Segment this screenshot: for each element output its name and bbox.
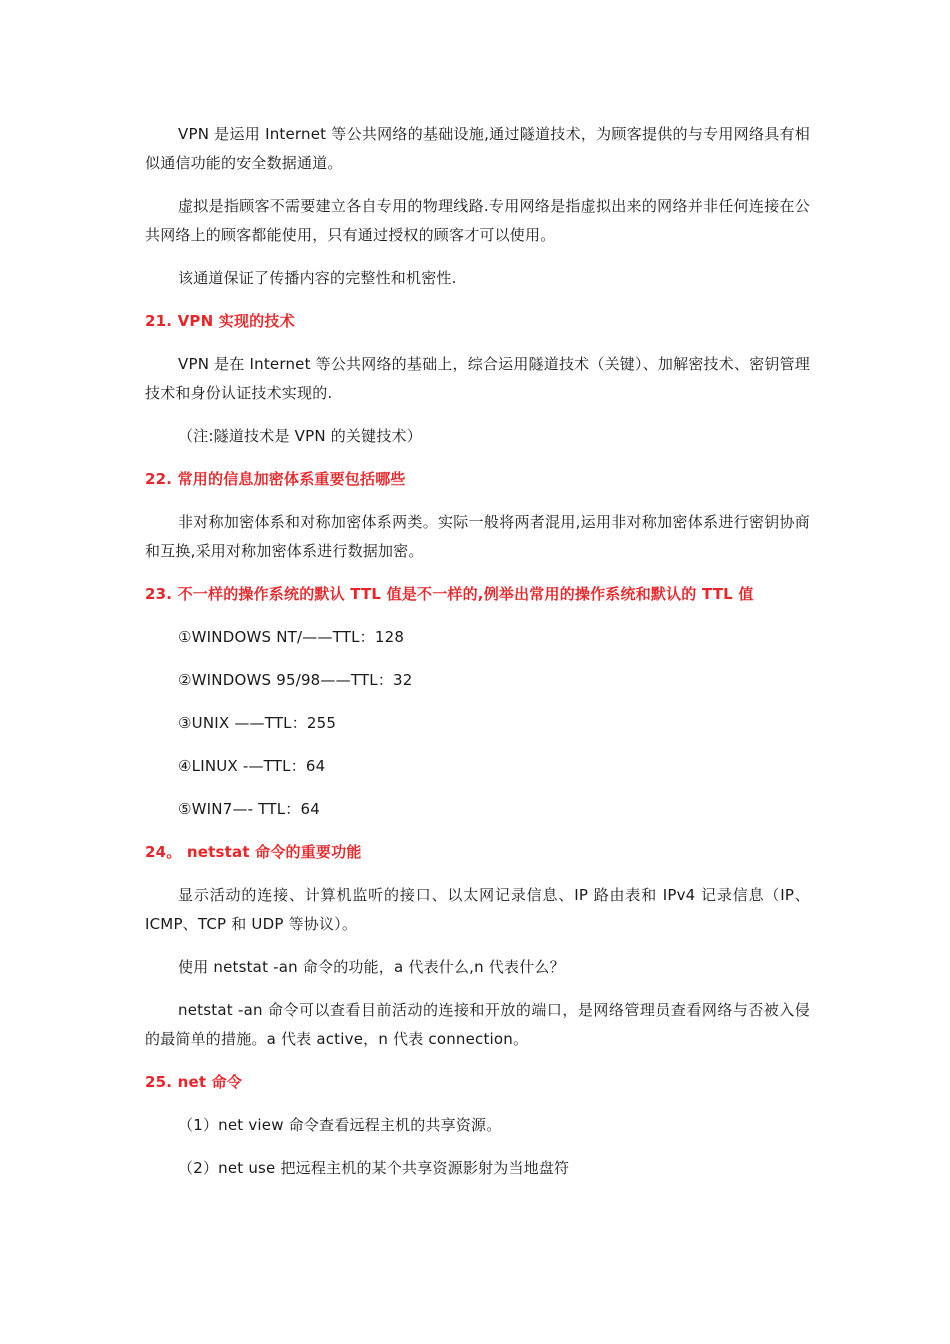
document-page [145, 120, 810, 1197]
intro-paragraph-3: 该通道保证了传播内容的完整性和机密性. [178, 269, 457, 287]
ttl-list-item: ②WINDOWS 95/98——TTL：32 [178, 671, 413, 689]
section-21-paragraph-1: VPN 是在 Internet 等公共网络的基础上，综合运用隧道技术（关键）、加解密技术、密钥管理技术和身份认证技术实现的. [145, 355, 810, 402]
intro-paragraph-1: VPN 是运用 Internet 等公共网络的基础设施,通过隧道技术，为顾客提供的与专用网络具有相似通信功能的安全数据通道。 [145, 125, 810, 172]
section-24-answer: netstat -an 命令可以查看目前活动的连接和开放的端口，是网络管理员查看网络与否被入侵的最简单的措施。a 代表 active，n 代表 connection。 [145, 1001, 810, 1048]
section-24-question: 使用 netstat -an 命令的功能，a 代表什么,n 代表什么？ [178, 958, 565, 976]
section-23-heading: 23. 不一样的操作系统的默认 TTL 值是不一样的,例举出常用的操作系统和默认的 TTL 值 [145, 585, 754, 603]
section-21-note: （注:隧道技术是 VPN 的关键技术） [178, 427, 422, 445]
ttl-list-item: ⑤WIN7—- TTL：64 [178, 800, 320, 818]
ttl-list-item: ①WINDOWS NT/——TTL：128 [178, 628, 405, 646]
section-24-heading: 24。 netstat 命令的重要功能 [145, 843, 362, 861]
ttl-list-item: ④LINUX -—TTL：64 [178, 757, 326, 775]
intro-paragraph-2: 虚拟是指顾客不需要建立各自专用的物理线路.专用网络是指虚拟出来的网络并非任何连接在公共网络上的顾客都能使用，只有通过授权的顾客才可以使用。 [145, 197, 810, 244]
section-24-paragraph-1: 显示活动的连接、计算机监听的接口、以太网记录信息、IP 路由表和 IPv4 记录信息（IP、ICMP、TCP 和 UDP 等协议）。 [145, 886, 810, 933]
net-command-item: （2）net use 把远程主机的某个共享资源影射为当地盘符 [178, 1159, 570, 1177]
section-21-heading: 21. VPN 实现的技术 [145, 312, 295, 330]
section-22-heading: 22. 常用的信息加密体系重要包括哪些 [145, 470, 406, 488]
section-25-heading: 25. net 命令 [145, 1073, 243, 1091]
ttl-list-item: ③UNIX ——TTL：255 [178, 714, 337, 732]
net-command-item: （1）net view 命令查看远程主机的共享资源。 [178, 1116, 502, 1134]
section-22-paragraph-1: 非对称加密体系和对称加密体系两类。实际一般将两者混用,运用非对称加密体系进行密钥协商和互换,采用对称加密体系进行数据加密。 [145, 513, 810, 560]
